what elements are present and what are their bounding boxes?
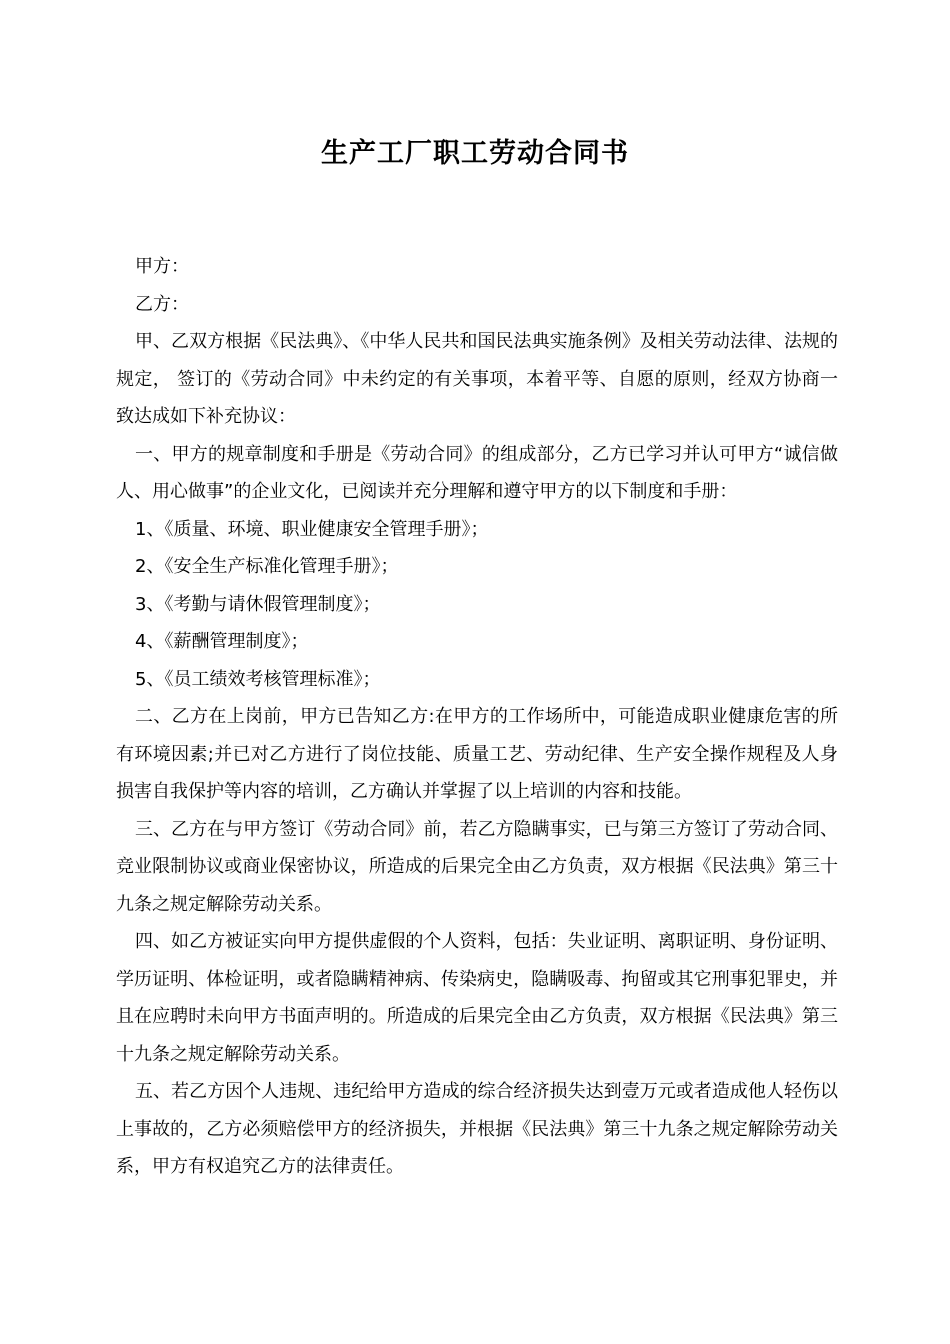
clause-3-paragraph: 三、乙方在与甲方签订《劳动合同》前，若乙方隐瞒事实，已与第三方签订了劳动合同、竞业限制协议或商业保密协议，所造成的后果完全由乙方负责，双方根据《民法典》第三十九条之规定解除劳动关系。: [116, 818, 838, 915]
clause-5-paragraph: 五、若乙方因个人违规、违纪给甲方造成的综合经济损失达到壹万元或者造成他人轻伤以上事故的，乙方必须赔偿甲方的经济损失，并根据《民法典》第三十九条之规定解除劳动关系，甲方有权追究乙方的法律责任。: [116, 1081, 838, 1177]
clause-2-paragraph: 二、乙方在上岗前，甲方已告知乙方:在甲方的工作场所中，可能造成职业健康危害的所有环境因素;并已对乙方进行了岗位技能、质量工艺、劳动纪律、生产安全操作规程及人身损害自我保护等内容的培训，乙方确认并掌握了以上培训的内容和技能。: [116, 706, 838, 802]
document-title: 生产工厂职工劳动合同书: [321, 138, 629, 169]
clause-4-paragraph: 四、如乙方被证实向甲方提供虚假的个人资料，包括：失业证明、离职证明、身份证明、学历证明、体检证明，或者隐瞒精神病、传染病史，隐瞒吸毒、拘留或其它刑事犯罪史，并且在应聘时未向甲方书面声明的。所造成的后果完全由乙方负责，双方根据《民法典》第三十九条之规定解除劳动关系。: [116, 931, 838, 1065]
manual-list-item: 3、《考勤与请休假管理制度》；: [135, 593, 381, 615]
party-a-line: 甲方：: [135, 256, 189, 277]
intro-paragraph: 甲、乙双方根据《民法典》、《中华人民共和国民法典实施条例》及相关劳动法律、法规的规定， 签订的《劳动合同》中未约定的有关事项，本着平等、自愿的原则，经双方协商一致达成如下补充协议：: [116, 331, 838, 427]
party-b-line: 乙方：: [135, 293, 189, 315]
manual-list-item: 1、《质量、环境、职业健康安全管理手册》；: [135, 518, 489, 540]
manual-list-item: 2、《安全生产标准化管理手册》；: [135, 556, 399, 577]
manual-list-item: 4、《薪酬管理制度》；: [135, 631, 309, 652]
clause-1-paragraph: 一、甲方的规章制度和手册是《劳动合同》的组成部分，乙方已学习并认可甲方“诚信做人、用心做事”的企业文化，已阅读并充分理解和遵守甲方的以下制度和手册：: [116, 443, 838, 502]
manual-list-item: 5、《员工绩效考核管理标准》；: [135, 668, 381, 690]
document-body: [116, 248, 838, 1186]
